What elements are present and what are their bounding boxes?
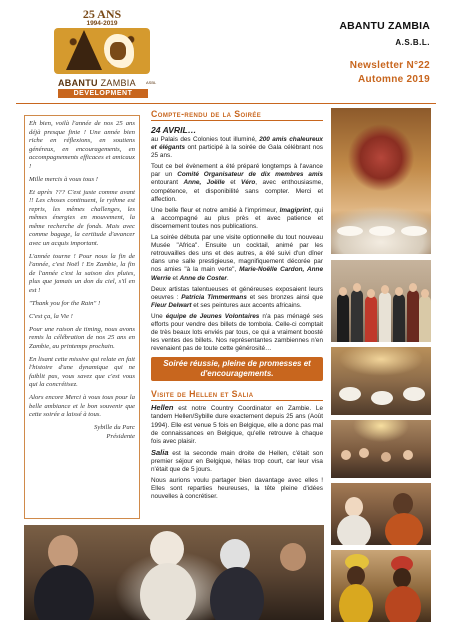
signature-name: Sybille du Parc xyxy=(94,424,135,431)
guests-photo xyxy=(331,483,431,545)
section-title-visite: Visite de Hellen et Salia xyxy=(151,389,323,401)
visit-paragraph: Salia est la seconde main droite de Hellen, c'était son premier séjour en Belgique, hélas trop court, car leur visa n'était que de 5 jours. xyxy=(151,447,323,473)
issue-info xyxy=(350,60,430,85)
editorial-paragraph: C'est ça, la Vie ! xyxy=(29,312,73,320)
logo-asbl-tag: ASBL xyxy=(146,80,157,85)
editorial-signature xyxy=(29,424,135,441)
group-photo xyxy=(331,260,431,342)
editorial-paragraph: En lisant cette missive qui relate en fait l'histoire d'une dynamique qui ne faiblit pas, vous savez que c'est vous qui la concrétisez. xyxy=(29,355,135,388)
editorial-paragraph: Eh bien, voilà l'année de nos 25 ans déjà presque finie ! Une année bien riche en réflexions, en soutiens généreux, en encouragements, en accompagnements efficaces et amicaux ! xyxy=(29,120,135,170)
article-paragraph: Une belle fleur et notre amitié à l'imprimeur, Imagiprint, qui a accompagné au plus près et avec patience et discernement toutes nos publications. xyxy=(151,206,323,230)
zambian-guests-photo xyxy=(331,550,431,622)
abantu-logo xyxy=(40,8,164,100)
article-paragraph: Une équipe de Jeunes Volontaires n'a pas ménagé ses efforts pour vendre des billets de tombola. Celle-ci comptait de très beaux lots enviés par tous, ce qui a vraiment boosté les ventes des billets. Nos représentantes zambiennes n'en revenaient pas de toute cette générosité… xyxy=(151,312,323,353)
logo-anniversary: 25 ANS xyxy=(82,7,122,21)
newsletter-season: Automne 2019 xyxy=(358,74,430,85)
editorial-paragraph: Alors encore Merci à vous tous pour la belle ambiance et le bon souvenir que cette soirée a laissé à tous. xyxy=(29,394,135,418)
visit-paragraph: Nous aurions voulu partager bien davantage avec elles ! Elles sont reparties heureuses, la tête pleine d'idées nouvelles à concrétiser. xyxy=(151,477,323,501)
signature-role: Présidente xyxy=(106,432,135,440)
gala-hall-photo xyxy=(331,108,431,254)
africa-emblem-icon xyxy=(54,28,150,74)
editorial-box xyxy=(24,115,140,519)
editorial-paragraph: Pour une raison de timing, nous avons remis la célébration de nos 25 ans en Zambie, au printemps prochain. xyxy=(29,325,135,350)
article-paragraph: Deux artistas talentueuses et généreuses exposaient leurs oeuvres : Patricia Timmermans et ses bronzes ainsi que Fleur Delwart et ses peintures aux accents africains. xyxy=(151,285,324,309)
visit-body xyxy=(151,404,323,501)
editorial-paragraph: Mille mercis à vous tous ! xyxy=(29,175,99,183)
logo-development-bar: DEVELOPMENT xyxy=(58,89,148,98)
editorial-paragraph: L'année tourne ! Pour nous la fin de l'année, c'est Noël ! En Zambie, la fin de l'année c'est la saison des pluies, plus que jamais un don du ciel, s'il en est ! xyxy=(29,252,135,294)
article-paragraph: au Palais des Colonies tout illuminé, 200 amis chaleureux et élégants ont participé à la soirée de Gala célébrant nos 25 ans. xyxy=(151,136,323,160)
visit-paragraph: Hellen est notre Country Coordinator en Zambie. Le tandem Hellen/Sybille dure exactement depuis 25 ans (Août 1994). Elle est venue 5 fois en Belgique, elle a donc pas mal de connaissances en Belgique, qu'elle retrouve à chaque fois avec plaisir. xyxy=(151,403,323,445)
logo-years: 1994-2019 xyxy=(86,20,118,27)
banquet-photo xyxy=(331,420,431,478)
article-paragraph: Tout ce bel évènement a été préparé longtemps à l'avance par un Comité Organisateur de dix membres amis entourant Anne, Joëlle et Véro, avec enthousiasme, compétence, et disponibilité sans compter. Merci et affection. xyxy=(151,163,324,203)
editorial-paragraph: "Thank you for the Rain" ! xyxy=(29,299,101,307)
org-name: ABANTU ZAMBIA xyxy=(339,20,430,32)
editorial-paragraph: Et après ??? C'est juste comme avant !! Les choses continuent, le rythme est repris, les mêmes challenges, les mêmes énergies en mouvement, la même recherche de fonds. Mais avec comme bagage, la certitude d'avancer avec un acquis important. xyxy=(29,188,135,247)
org-header xyxy=(339,20,430,47)
soiree-callout: Soirée réussie, pleine de promesses et d'encouragements. xyxy=(151,357,323,381)
logo-name: ABANTU ZAMBIA xyxy=(58,78,136,88)
article-lead: 24 AVRIL… xyxy=(151,125,197,135)
org-type: A.S.B.L. xyxy=(395,38,430,47)
article-body xyxy=(151,136,323,353)
newsletter-number: Newsletter N°22 xyxy=(349,60,430,71)
header-divider xyxy=(16,103,436,104)
dinner-photo xyxy=(331,347,431,415)
article-paragraph: La soirée débuta par une visite optionnelle du tout nouveau Musée "Africa". Ensuite un cocktail, animé par les retrouvailles des uns et des autres, a été suivi d'un dîner dans une salle prestigieuse, magnifiquement décorée par nos amies "à la main verte", Marie-Noëlle Cardon, Anne Werrie et Anne de Coster. xyxy=(151,234,324,282)
audience-photo xyxy=(24,525,324,620)
main-article xyxy=(151,109,323,501)
section-title-soiree: Compte-rendu de la Soirée xyxy=(151,109,323,121)
